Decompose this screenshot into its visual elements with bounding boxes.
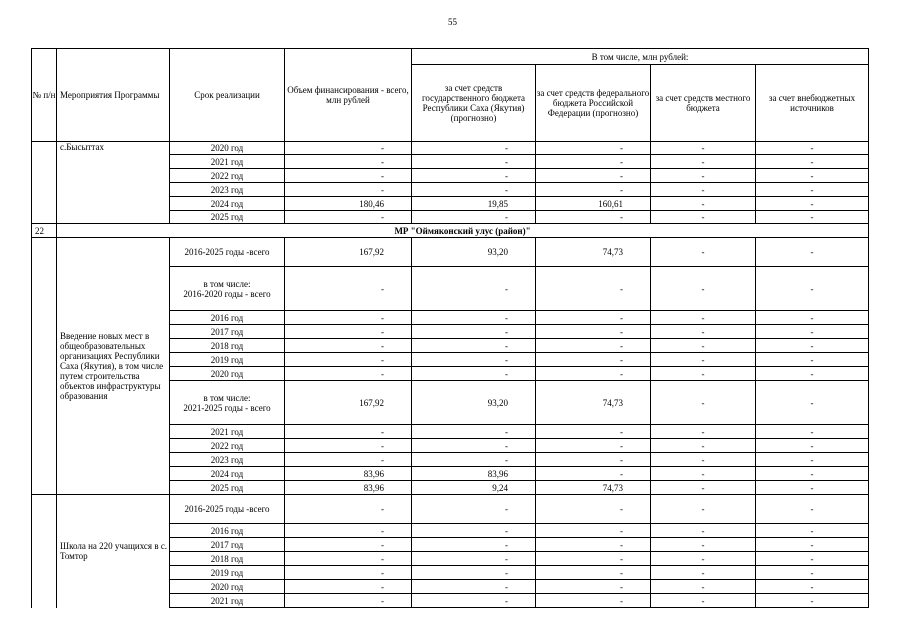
state-cell: -: [412, 339, 536, 353]
total-cell: -: [285, 353, 412, 367]
state-cell: -: [412, 453, 536, 467]
federal-cell: -: [536, 524, 651, 538]
federal-cell: -: [536, 183, 651, 197]
period-cell: 2021 год: [170, 155, 285, 169]
extra-cell: -: [756, 552, 869, 566]
total-cell: -: [285, 211, 412, 224]
local-cell: -: [651, 594, 756, 608]
table-row: [32, 495, 869, 524]
period-cell: 2025 год: [170, 481, 285, 495]
federal-cell: -: [536, 267, 651, 311]
federal-cell: -: [536, 495, 651, 524]
state-cell: -: [412, 142, 536, 155]
federal-cell: -: [536, 339, 651, 353]
state-cell: -: [412, 495, 536, 524]
total-cell: -: [285, 142, 412, 155]
total-cell: -: [285, 495, 412, 524]
state-cell: -: [412, 353, 536, 367]
local-cell: -: [651, 238, 756, 267]
financing-table: [31, 48, 869, 608]
local-cell: -: [651, 580, 756, 594]
local-cell: -: [651, 552, 756, 566]
header-no: № п/н: [32, 49, 57, 142]
extra-cell: -: [756, 267, 869, 311]
period-cell: 2021 год: [170, 425, 285, 439]
extra-cell: -: [756, 467, 869, 481]
state-cell: -: [412, 566, 536, 580]
extra-cell: -: [756, 439, 869, 453]
section-number: 22: [32, 224, 57, 238]
period-cell: 2022 год: [170, 439, 285, 453]
measure-name: Школа на 220 учащихся в с. Томтор: [57, 495, 170, 608]
local-cell: -: [651, 155, 756, 169]
state-cell: -: [412, 552, 536, 566]
local-cell: -: [651, 453, 756, 467]
federal-cell: -: [536, 467, 651, 481]
period-cell: 2019 год: [170, 566, 285, 580]
extra-cell: -: [756, 238, 869, 267]
local-cell: -: [651, 211, 756, 224]
total-cell: -: [285, 552, 412, 566]
local-cell: -: [651, 381, 756, 425]
state-cell: -: [412, 183, 536, 197]
federal-cell: 74,73: [536, 381, 651, 425]
local-cell: -: [651, 267, 756, 311]
federal-cell: 74,73: [536, 238, 651, 267]
state-cell: 19,85: [412, 197, 536, 211]
total-cell: -: [285, 524, 412, 538]
header-extra: за счет внебюджетных источников: [756, 65, 869, 142]
total-cell: -: [285, 339, 412, 353]
state-cell: 93,20: [412, 381, 536, 425]
local-cell: -: [651, 311, 756, 325]
local-cell: -: [651, 566, 756, 580]
total-cell: -: [285, 169, 412, 183]
state-cell: -: [412, 538, 536, 552]
period-cell: 2024 год: [170, 197, 285, 211]
period-cell: 2016 год: [170, 311, 285, 325]
state-cell: 93,20: [412, 238, 536, 267]
extra-cell: -: [756, 495, 869, 524]
extra-cell: -: [756, 524, 869, 538]
period-cell: 2017 год: [170, 325, 285, 339]
state-cell: -: [412, 311, 536, 325]
state-cell: -: [412, 169, 536, 183]
period-cell: 2023 год: [170, 453, 285, 467]
total-cell: -: [285, 183, 412, 197]
total-cell: -: [285, 155, 412, 169]
federal-cell: -: [536, 353, 651, 367]
extra-cell: -: [756, 183, 869, 197]
local-cell: -: [651, 339, 756, 353]
local-cell: -: [651, 353, 756, 367]
extra-cell: -: [756, 580, 869, 594]
section-title: МР "Оймяконский улус (район)": [57, 224, 869, 238]
federal-cell: -: [536, 425, 651, 439]
state-cell: -: [412, 524, 536, 538]
state-cell: -: [412, 439, 536, 453]
local-cell: -: [651, 495, 756, 524]
table-row: [32, 238, 869, 267]
period-cell: в том числе: 2021-2025 годы - всего: [170, 381, 285, 425]
state-cell: 83,96: [412, 467, 536, 481]
local-cell: -: [651, 481, 756, 495]
federal-cell: -: [536, 142, 651, 155]
header-total: Объем финансирования - всего, млн рублей: [285, 49, 412, 142]
state-cell: -: [412, 155, 536, 169]
local-cell: -: [651, 439, 756, 453]
total-cell: 167,92: [285, 381, 412, 425]
table-row: [32, 142, 869, 155]
extra-cell: -: [756, 353, 869, 367]
state-cell: 9,24: [412, 481, 536, 495]
total-cell: -: [285, 580, 412, 594]
total-cell: 83,96: [285, 481, 412, 495]
extra-cell: -: [756, 339, 869, 353]
federal-cell: 74,73: [536, 481, 651, 495]
federal-cell: -: [536, 325, 651, 339]
total-cell: -: [285, 439, 412, 453]
period-cell: 2023 год: [170, 183, 285, 197]
total-cell: 83,96: [285, 467, 412, 481]
extra-cell: -: [756, 197, 869, 211]
page-number: 55: [448, 17, 457, 27]
federal-cell: -: [536, 594, 651, 608]
total-cell: -: [285, 453, 412, 467]
header-measures: Мероприятия Программы: [57, 49, 170, 142]
period-cell: 2020 год: [170, 142, 285, 155]
total-cell: -: [285, 311, 412, 325]
total-cell: 167,92: [285, 238, 412, 267]
extra-cell: -: [756, 311, 869, 325]
federal-cell: -: [536, 155, 651, 169]
state-cell: -: [412, 580, 536, 594]
header-local: за счет средств местного бюджета: [651, 65, 756, 142]
state-cell: -: [412, 594, 536, 608]
total-cell: -: [285, 566, 412, 580]
federal-cell: -: [536, 552, 651, 566]
local-cell: -: [651, 367, 756, 381]
total-cell: -: [285, 538, 412, 552]
state-cell: -: [412, 325, 536, 339]
extra-cell: -: [756, 594, 869, 608]
local-cell: -: [651, 425, 756, 439]
federal-cell: 160,61: [536, 197, 651, 211]
extra-cell: -: [756, 481, 869, 495]
period-cell: 2016-2025 годы -всего: [170, 495, 285, 524]
period-cell: 2016 год: [170, 524, 285, 538]
federal-cell: -: [536, 566, 651, 580]
period-cell: 2016-2025 годы -всего: [170, 238, 285, 267]
extra-cell: -: [756, 453, 869, 467]
federal-cell: -: [536, 211, 651, 224]
total-cell: -: [285, 425, 412, 439]
section-row: [32, 224, 869, 238]
local-cell: -: [651, 197, 756, 211]
row-number-cell: [32, 238, 57, 495]
state-cell: -: [412, 367, 536, 381]
period-cell: в том числе: 2016-2020 годы - всего: [170, 267, 285, 311]
row-number-cell: [32, 495, 57, 608]
state-cell: -: [412, 267, 536, 311]
federal-cell: -: [536, 538, 651, 552]
federal-cell: -: [536, 439, 651, 453]
total-cell: -: [285, 267, 412, 311]
local-cell: -: [651, 169, 756, 183]
extra-cell: -: [756, 325, 869, 339]
federal-cell: -: [536, 580, 651, 594]
local-cell: -: [651, 538, 756, 552]
state-cell: -: [412, 211, 536, 224]
period-cell: 2017 год: [170, 538, 285, 552]
total-cell: 180,46: [285, 197, 412, 211]
extra-cell: -: [756, 367, 869, 381]
extra-cell: -: [756, 142, 869, 155]
local-cell: -: [651, 325, 756, 339]
total-cell: -: [285, 367, 412, 381]
local-cell: -: [651, 524, 756, 538]
federal-cell: -: [536, 311, 651, 325]
federal-cell: -: [536, 453, 651, 467]
extra-cell: -: [756, 169, 869, 183]
period-cell: 2022 год: [170, 169, 285, 183]
total-cell: -: [285, 325, 412, 339]
period-cell: 2021 год: [170, 594, 285, 608]
period-cell: 2024 год: [170, 467, 285, 481]
period-cell: 2018 год: [170, 552, 285, 566]
extra-cell: -: [756, 566, 869, 580]
row-number-cell: [32, 142, 57, 224]
period-cell: 2018 год: [170, 339, 285, 353]
federal-cell: -: [536, 169, 651, 183]
extra-cell: -: [756, 381, 869, 425]
measure-name: с.Бысыттах: [57, 142, 170, 224]
extra-cell: -: [756, 538, 869, 552]
header-federal: за счет средств федерального бюджета Российской Федерации (прогнозно): [536, 65, 651, 142]
measure-name: Введение новых мест в общеобразовательных организациях Республики Саха (Якутия), в том числе путем строительства объектов инфраструктуры образования: [57, 238, 170, 495]
header-period: Срок реализации: [170, 49, 285, 142]
federal-cell: -: [536, 367, 651, 381]
extra-cell: -: [756, 425, 869, 439]
local-cell: -: [651, 183, 756, 197]
state-cell: -: [412, 425, 536, 439]
total-cell: -: [285, 594, 412, 608]
extra-cell: -: [756, 211, 869, 224]
local-cell: -: [651, 142, 756, 155]
period-cell: 2020 год: [170, 580, 285, 594]
period-cell: 2020 год: [170, 367, 285, 381]
header-state: за счет средств государственного бюджета Республики Саха (Якутия) (прогнозно): [412, 65, 536, 142]
extra-cell: -: [756, 155, 869, 169]
header-incl: В том числе, млн рублей:: [412, 49, 869, 65]
period-cell: 2025 год: [170, 211, 285, 224]
local-cell: -: [651, 467, 756, 481]
period-cell: 2019 год: [170, 353, 285, 367]
